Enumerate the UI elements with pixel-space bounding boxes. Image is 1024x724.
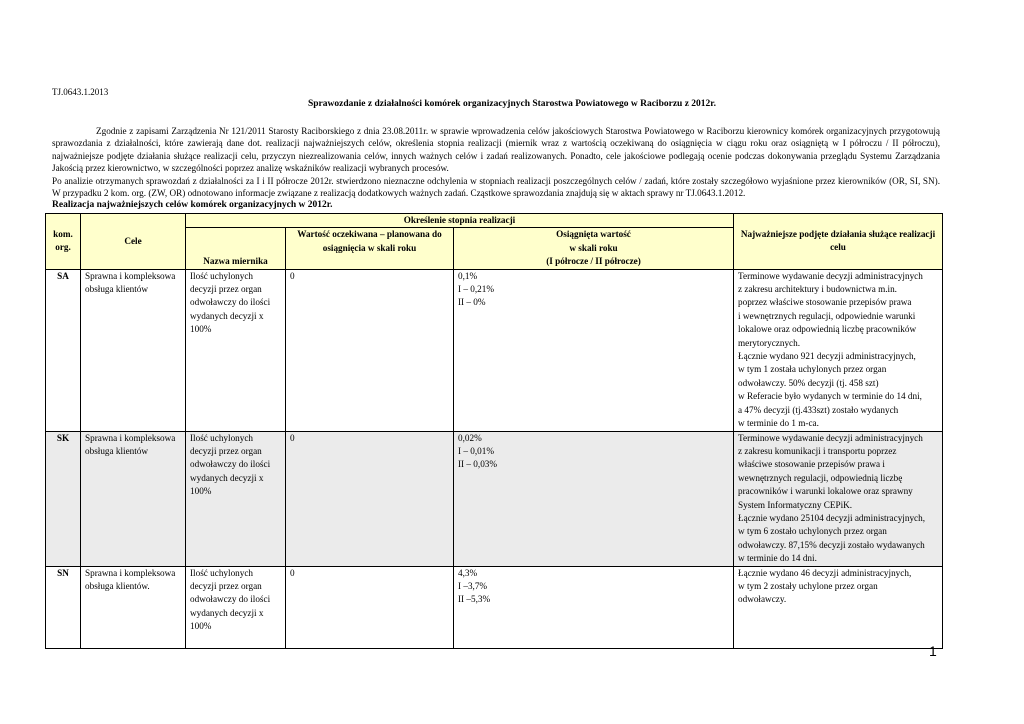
row-miernik: Ilość uchylonych decyzji przez organ odwoławczy do ilości wydanych decyzji x 100% — [186, 269, 286, 431]
row-dzialania — [734, 269, 943, 431]
osiagnieta-h1: I – 0,21% — [458, 284, 494, 295]
document-reference: TJ.0643.1.2013 — [52, 87, 109, 97]
dzialania-line: odwoławczy. 50% decyzji (tj. 458 szt) — [738, 377, 879, 388]
row-oczekiwana: 0 — [286, 269, 454, 431]
dzialania-line: w terminie do 1 m-ca. — [738, 418, 819, 429]
section-title: Realizacja najważniejszych celów komórek organizacyjnych w 2012r. — [52, 200, 333, 210]
osiagnieta-total: 0,1% — [458, 270, 478, 281]
header-cele: Cele — [81, 214, 186, 270]
header-kom-org: kom. org. — [46, 214, 81, 270]
dzialania-line: w tym 2 zostały uchylone przez organ — [738, 580, 878, 591]
dzialania-line: w Referacie było wydanych w terminie do 14 dni, — [738, 391, 922, 402]
row-osiagnieta — [454, 566, 734, 648]
osiagnieta-total: 4,3% — [458, 567, 478, 578]
header-wartosc-oczekiwana: Wartość oczekiwana – planowana do osiągnięcia w skali roku — [286, 228, 454, 269]
dzialania-line: Łącznie wydano 25104 decyzji administracyjnych, — [738, 512, 926, 523]
dzialania-line: w tym 6 zostało uchylonych przez organ — [738, 526, 887, 537]
osiagnieta-h2: II –5,3% — [458, 594, 491, 605]
header-osiagnieta-line2: w skali roku — [569, 242, 618, 253]
row-cel: Sprawna i kompleksowa obsługa klientów — [81, 269, 186, 431]
header-okreslenie: Określenie stopnia realizacji — [186, 214, 734, 228]
dzialania-line: odwoławczy. 87,15% decyzji zostało wydawanych — [738, 539, 925, 550]
row-miernik: Ilość uchylonych decyzji przez organ odwoławczy do ilości wydanych decyzji x 100% — [186, 566, 286, 648]
table-header-row — [46, 214, 943, 228]
row-osiagnieta — [454, 431, 734, 566]
intro-text — [52, 125, 940, 199]
report-table — [45, 213, 943, 649]
dzialania-line: właściwe stosowanie przepisów prawa i — [738, 459, 885, 470]
osiagnieta-h2: II – 0% — [458, 297, 486, 308]
dzialania-line: Łącznie wydano 921 decyzji administracyjnych, — [738, 351, 916, 362]
row-oczekiwana: 0 — [286, 566, 454, 648]
intro-paragraph-2: Po analizie otrzymanych sprawozdań z działalności za I i II półrocze 2012r. stwierdzono nieznaczne odchylenia w stopniach realizacji poszczególnych celów / zadań, które zostały szczegółowo wyjaśnione przez kierowników (OR, SI, SN). W przypadku 2 kom. org. (ZW, OR) odnotowano informacje związane z realizacją dodatkowych ważnych zadań. Cząstkowe sprawozdania znajdują się w aktach sprawy nr TJ.0643.1.2012. — [52, 175, 940, 199]
osiagnieta-h1: I – 0,01% — [458, 445, 494, 456]
dzialania-line: pracowników i warunki lokalowe oraz sprawny — [738, 486, 913, 497]
document-title: Sprawozdanie z działalności komórek organizacyjnych Starostwa Powiatowego w Raciborzu z 2012r. — [307, 99, 717, 109]
dzialania-line: i wewnętrznych regulacji, odpowiednie warunki — [738, 310, 916, 321]
osiagnieta-h2: II – 0,03% — [458, 459, 498, 470]
dzialania-line: System Informatyczny CEPiK. — [738, 499, 853, 510]
header-wartosc-osiagnieta — [454, 228, 734, 269]
row-kom-org: SK — [46, 431, 81, 566]
dzialania-line: Terminowe wydawanie decyzji administracyjnych — [738, 270, 923, 281]
intro-paragraph-1: Zgodnie z zapisami Zarządzenia Nr 121/2011 Starosty Raciborskiego z dnia 23.08.2011r. w sprawie wprowadzenia celów jakościowych Starostwa Powiatowego w Raciborzu kierownicy komórek organizacyjnych przygotowują sprawozdania z działalności, które zawierają dane dot. realizacji najważniejszych celów, określenia stopnia realizacji (miernik wraz z wartością oczekiwaną do osiągnięcia w ciągu roku oraz osiągniętą w I półroczu / II półroczu), najważniejsze podjęte działania służące realizacji celu, przyczyn niezrealizowania celów, innych ważnych celów i zadań realizowanych. Ponadto, cele jakościowe podlegają ocenie podczas dokonywania przeglądu Systemu Zarządzania Jakością przez kierownictwo, w szczególności poprzez analizę wskaźników realizacji wybranych procesów. — [52, 126, 940, 174]
dzialania-line: z zakresu komunikacji i transportu poprzez — [738, 445, 897, 456]
row-cel: Sprawna i kompleksowa obsługa klientów. — [81, 566, 186, 648]
header-osiagnieta-line1: Osiągnięta wartość — [556, 229, 631, 240]
row-dzialania — [734, 566, 943, 648]
dzialania-line: a 47% decyzji (tj.433szt) zostało wydanych — [738, 404, 899, 415]
row-kom-org: SN — [46, 566, 81, 648]
dzialania-line: wewnętrznych regulacji, odpowiednią liczbę — [738, 472, 903, 483]
header-nazwa-miernika: Nazwa miernika — [186, 228, 286, 269]
dzialania-line: lokalowe oraz odpowiednią liczbę pracowników — [738, 324, 917, 335]
row-miernik: Ilość uchylonych decyzji przez organ odwoławczy do ilości wydanych decyzji x 100% — [186, 431, 286, 566]
row-oczekiwana: 0 — [286, 431, 454, 566]
osiagnieta-total: 0,02% — [458, 432, 482, 443]
page-number: 1 — [929, 643, 937, 659]
osiagnieta-h1: I –3,7% — [458, 580, 488, 591]
table-row — [46, 431, 943, 566]
dzialania-line: poprzez właściwe stosowanie przepisów prawa — [738, 297, 912, 308]
row-cel: Sprawna i kompleksowa obsługa klientów — [81, 431, 186, 566]
row-dzialania — [734, 431, 943, 566]
dzialania-line: Łącznie wydano 46 decyzji administracyjnych, — [738, 567, 912, 578]
dzialania-line: w terminie do 14 dni. — [738, 553, 817, 564]
dzialania-line: merytorycznych. — [738, 337, 801, 348]
row-osiagnieta — [454, 269, 734, 431]
dzialania-line: w tym 1 została uchylonych przez organ — [738, 364, 887, 375]
dzialania-line: z zakresu architektury i budownictwa m.in. — [738, 284, 897, 295]
table-row — [46, 269, 943, 431]
header-osiagnieta-line3: (I półrocze / II półrocze) — [546, 256, 641, 267]
row-kom-org: SA — [46, 269, 81, 431]
dzialania-line: Terminowe wydawanie decyzji administracyjnych — [738, 432, 923, 443]
table-row — [46, 566, 943, 648]
header-dzialania: Najważniejsze podjęte działania służące realizacji celu — [734, 214, 943, 270]
dzialania-line: odwoławczy. — [738, 594, 787, 605]
